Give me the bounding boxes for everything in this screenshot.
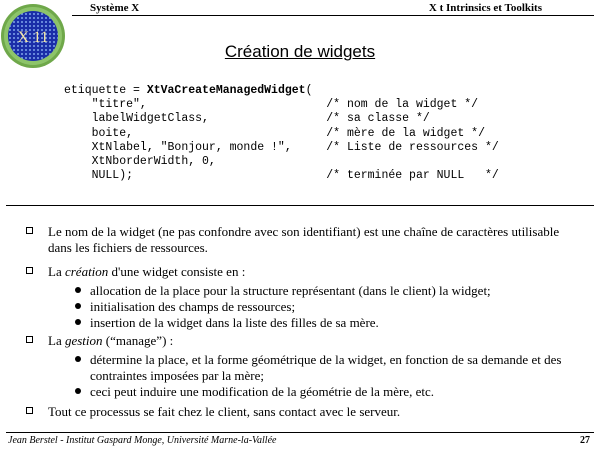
sub-bullet-text: détermine la place, et la forme géométrique de la widget, en fonction de sa demande et des contraintes imposées par la mère; [90,352,562,383]
code-function-name: XtVaCreateManagedWidget [146,84,306,97]
header-rule [72,15,594,16]
sub-bullet-text: allocation de la place pour la structure représentant (dans le client) la widget; [90,283,491,298]
code-block [64,84,499,183]
bullet-item [48,404,576,420]
sub-bullet-item [90,299,576,315]
sub-bullet-item [90,283,576,299]
footer-credit: Jean Berstel - Institut Gaspard Monge, Université Marne-la-Vallée [8,435,277,446]
page-title: Création de widgets [224,42,376,61]
bullet-item [48,264,576,280]
square-bullet-icon [26,267,33,274]
code-line: NULL); /* terminée par NULL */ [64,169,499,183]
page-number: 27 [580,435,590,446]
sub-bullet-item [90,384,576,400]
square-bullet-icon [26,336,33,343]
bullet-text: La [48,333,65,348]
code-line: ( [305,84,313,97]
round-bullet-icon [75,319,81,325]
bullet-text: Le nom de la widget (ne pas confondre avec son identifiant) est une chaîne de caractères utilisable dans les fichiers de ressources. [48,224,560,255]
code-line: "titre", /* nom de la widget */ [64,98,479,112]
round-bullet-icon [75,388,81,394]
square-bullet-icon [26,407,33,414]
sub-bullet-text: ceci peut induire une modification de la géométrie de la mère, etc. [90,384,434,399]
bullet-emphasis: gestion [64,333,103,348]
square-bullet-icon [26,227,33,234]
code-line: boite, /* mère de la widget */ [64,126,485,140]
code-line: XtNborderWidth, 0, [64,155,216,169]
bullet-item [48,333,576,349]
footer-rule [6,432,594,433]
sub-bullet-text: insertion de la widget dans la liste des filles de sa mère. [90,315,379,330]
bullet-text: La [48,264,65,279]
header-left: Système X [90,2,140,14]
bullet-text: (“manage”) : [102,333,174,348]
bullet-text: Tout ce processus se fait chez le client, sans contact avec le serveur. [48,404,401,419]
bullet-text: d'une widget consiste en : [108,264,246,279]
round-bullet-icon [75,356,81,362]
code-line: XtNlabel, "Bonjour, monde !", /* Liste de ressources */ [64,140,499,154]
separator [6,205,594,206]
header-right: X t Intrinsics et Toolkits [428,2,542,14]
sub-bullet-item [90,352,576,383]
code-line: labelWidgetClass, /* sa classe */ [64,112,430,126]
logo-text: X 11 [17,29,49,46]
code-line: etiquette = [64,84,147,97]
sub-bullet-text: initialisation des champs de ressources; [90,299,296,314]
round-bullet-icon [75,287,81,293]
bullet-item [48,224,576,255]
bullet-emphasis: création [64,264,109,279]
sub-bullet-item [90,315,576,331]
round-bullet-icon [75,303,81,309]
